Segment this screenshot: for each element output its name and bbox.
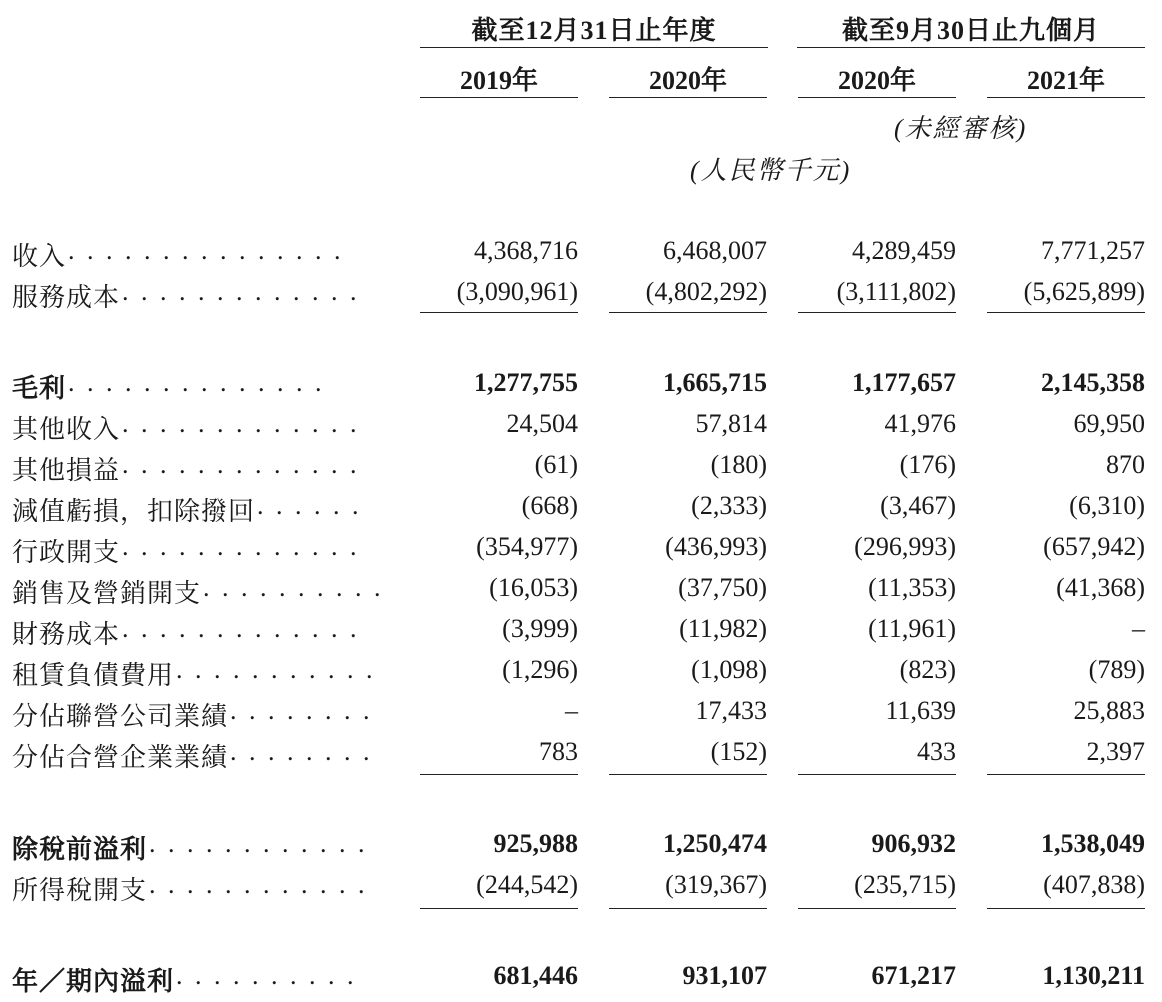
row-value: – <box>565 696 578 725</box>
row-value: 24,504 <box>506 409 578 438</box>
row-value: 4,289,459 <box>852 236 956 265</box>
row-leader-dots: . . . . . . . . . . <box>176 961 357 990</box>
currency-note: (人民幣千元) <box>690 156 852 185</box>
row-value: 931,107 <box>682 961 767 990</box>
row-value: 57,814 <box>695 409 767 438</box>
row-value: 7,771,257 <box>1041 236 1145 265</box>
row-value: 6,468,007 <box>663 236 767 265</box>
row-value: (6,310) <box>1069 491 1145 520</box>
table-row <box>0 696 1162 736</box>
row-label: 分佔合營企業業績 <box>12 743 229 772</box>
row-value: (152) <box>710 737 767 766</box>
row-value: 671,217 <box>871 961 956 990</box>
row-value: (11,982) <box>679 614 767 643</box>
subtotal-rule <box>798 312 956 313</box>
row-value: 25,883 <box>1073 696 1145 725</box>
subtotal-rule <box>420 908 578 909</box>
year-header: 2021年 <box>1026 66 1105 95</box>
row-value: (296,993) <box>854 532 956 561</box>
row-leader-dots: . . . . . . . . <box>230 696 373 725</box>
subtotal-rule <box>609 312 767 313</box>
row-label: 其他損益 <box>12 456 121 485</box>
table-row <box>0 829 1162 869</box>
row-value: 870 <box>1106 450 1145 479</box>
row-value: (668) <box>521 491 578 520</box>
row-value: (16,053) <box>489 573 578 602</box>
table-row <box>0 450 1162 490</box>
row-value: 925,988 <box>493 829 578 858</box>
header-group-annual: 截至12月31日止年度 <box>471 16 717 45</box>
row-value: (3,999) <box>502 614 578 643</box>
row-leader-dots: . . . . . . . . . . . . . <box>122 614 360 643</box>
row-leader-dots: . . . . . . . . . . . . . <box>122 532 360 561</box>
year-header: 2020年 <box>648 66 727 95</box>
row-label: 銷售及營銷開支 <box>12 579 202 608</box>
table-row <box>0 614 1162 654</box>
row-leader-dots: . . . . . . . . . . . . . <box>122 277 360 306</box>
row-value: (176) <box>899 450 956 479</box>
row-value: (11,961) <box>868 614 956 643</box>
row-value: 11,639 <box>885 696 956 725</box>
row-value: (244,542) <box>476 870 578 899</box>
subtotal-rule <box>609 774 767 775</box>
row-leader-dots: . . . . . . . . . . . <box>176 655 376 684</box>
row-leader-dots: . . . . . . . . . . . . . . <box>68 368 325 397</box>
row-label: 所得稅開支 <box>12 876 148 905</box>
row-value: (11,353) <box>868 573 956 602</box>
row-leader-dots: . . . . . . . . . . . . . <box>122 450 360 479</box>
year-underline <box>420 97 578 98</box>
row-value: 1,277,755 <box>474 368 578 397</box>
row-value: 1,665,715 <box>663 368 767 397</box>
row-value: (657,942) <box>1043 532 1145 561</box>
subtotal-rule <box>798 774 956 775</box>
year-underline <box>609 97 767 98</box>
row-leader-dots: . . . . . . . . . . . . . . . <box>68 236 344 265</box>
row-label: 收入 <box>12 242 67 271</box>
table-row <box>0 870 1162 910</box>
table-row <box>0 236 1162 276</box>
row-value: (3,111,802) <box>836 277 956 306</box>
row-value: 681,446 <box>493 961 578 990</box>
row-value: 1,250,474 <box>663 829 767 858</box>
subtotal-rule <box>798 908 956 909</box>
row-value: (37,750) <box>678 573 767 602</box>
row-leader-dots: . . . . . . . . . . . . . <box>122 409 360 438</box>
row-label: 年／期內溢利 <box>12 967 175 996</box>
row-value: (407,838) <box>1043 870 1145 899</box>
row-value: (823) <box>899 655 956 684</box>
row-value: 433 <box>917 737 956 766</box>
subtotal-rule <box>420 774 578 775</box>
row-value: (180) <box>710 450 767 479</box>
row-value: (61) <box>534 450 578 479</box>
table-row <box>0 655 1162 695</box>
year-underline <box>798 97 956 98</box>
year-underline <box>987 97 1145 98</box>
row-value: (789) <box>1088 655 1145 684</box>
row-value: – <box>1132 614 1145 643</box>
subtotal-rule <box>987 312 1145 313</box>
row-value: (3,090,961) <box>456 277 578 306</box>
table-row <box>0 532 1162 572</box>
table-row <box>0 368 1162 408</box>
row-value: 41,976 <box>884 409 956 438</box>
row-label: 毛利 <box>12 374 67 403</box>
unaudited-note: (未經審核) <box>894 114 1028 143</box>
header-group-nine-months: 截至9月30日止九個月 <box>841 16 1100 45</box>
row-label: 財務成本 <box>12 620 121 649</box>
subtotal-rule <box>420 312 578 313</box>
row-leader-dots: . . . . . . . . <box>230 737 373 766</box>
table-row <box>0 961 1162 1001</box>
row-value: (319,367) <box>665 870 767 899</box>
header-group-underline <box>420 47 768 48</box>
row-label: 行政開支 <box>12 538 121 567</box>
table-row <box>0 573 1162 613</box>
row-value: 906,932 <box>871 829 956 858</box>
row-value: (235,715) <box>854 870 956 899</box>
row-label: 分佔聯營公司業績 <box>12 702 229 731</box>
row-label: 其他收入 <box>12 415 121 444</box>
year-header: 2020年 <box>837 66 916 95</box>
row-label: 減值虧損，扣除撥回 <box>12 497 256 526</box>
row-label: 服務成本 <box>12 283 121 312</box>
row-value: 1,177,657 <box>852 368 956 397</box>
row-value: 1,130,211 <box>1042 961 1145 990</box>
row-leader-dots: . . . . . . <box>257 491 362 520</box>
row-label: 除稅前溢利 <box>12 835 148 864</box>
table-row <box>0 409 1162 449</box>
row-leader-dots: . . . . . . . . . . <box>203 573 384 602</box>
row-value: 2,145,358 <box>1041 368 1145 397</box>
row-value: (1,296) <box>502 655 578 684</box>
row-value: 1,538,049 <box>1041 829 1145 858</box>
row-value: 2,397 <box>1086 737 1145 766</box>
row-value: (436,993) <box>665 532 767 561</box>
row-leader-dots: . . . . . . . . . . . . <box>149 829 368 858</box>
row-value: (2,333) <box>691 491 767 520</box>
table-row <box>0 491 1162 531</box>
table-row <box>0 277 1162 317</box>
row-label: 租賃負債費用 <box>12 661 175 690</box>
row-value: (3,467) <box>880 491 956 520</box>
row-value: 4,368,716 <box>474 236 578 265</box>
row-value: 69,950 <box>1073 409 1145 438</box>
row-leader-dots: . . . . . . . . . . . . <box>149 870 368 899</box>
subtotal-rule <box>987 774 1145 775</box>
row-value: (5,625,899) <box>1023 277 1145 306</box>
row-value: (41,368) <box>1056 573 1145 602</box>
table-row <box>0 737 1162 777</box>
subtotal-rule <box>987 908 1145 909</box>
row-value: (1,098) <box>691 655 767 684</box>
row-value: (354,977) <box>476 532 578 561</box>
year-header: 2019年 <box>459 66 538 95</box>
header-group-underline <box>797 47 1145 48</box>
row-value: 783 <box>539 737 578 766</box>
row-value: (4,802,292) <box>645 277 767 306</box>
subtotal-rule <box>609 908 767 909</box>
row-value: 17,433 <box>695 696 767 725</box>
